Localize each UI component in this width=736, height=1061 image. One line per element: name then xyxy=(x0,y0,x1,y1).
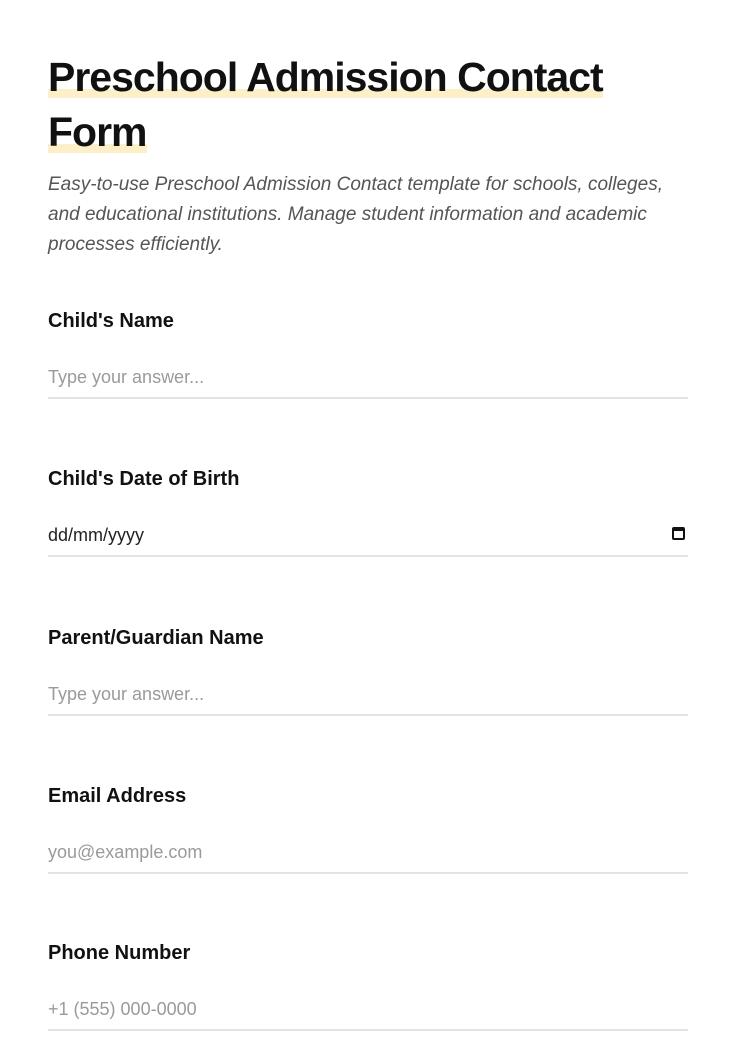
parent-name-input[interactable] xyxy=(48,674,688,716)
page-title xyxy=(48,50,668,160)
email-input[interactable] xyxy=(48,832,688,874)
phone-input[interactable] xyxy=(48,989,688,1031)
field-child-name xyxy=(48,309,688,429)
field-label: Child's Date of Birth xyxy=(48,468,240,490)
field-label: Child's Name xyxy=(48,310,174,332)
field-phone xyxy=(48,941,688,1061)
field-label: Phone Number xyxy=(48,942,191,964)
form-description: Easy-to-use Preschool Admission Contact template for schools, colleges, and educational institutions. Manage student information and academic processes efficiently. xyxy=(48,174,663,255)
field-label: Email Address xyxy=(48,785,187,807)
field-child-dob xyxy=(48,467,688,587)
child-name-input[interactable] xyxy=(48,357,688,399)
field-email xyxy=(48,784,688,904)
field-parent-name xyxy=(48,626,688,746)
date-placeholder: dd/mm/yyyy xyxy=(48,525,145,545)
calendar-icon[interactable] xyxy=(672,527,685,540)
field-label: Parent/Guardian Name xyxy=(48,627,264,649)
page-title-text: Preschool Admission Contact Form xyxy=(48,54,603,155)
